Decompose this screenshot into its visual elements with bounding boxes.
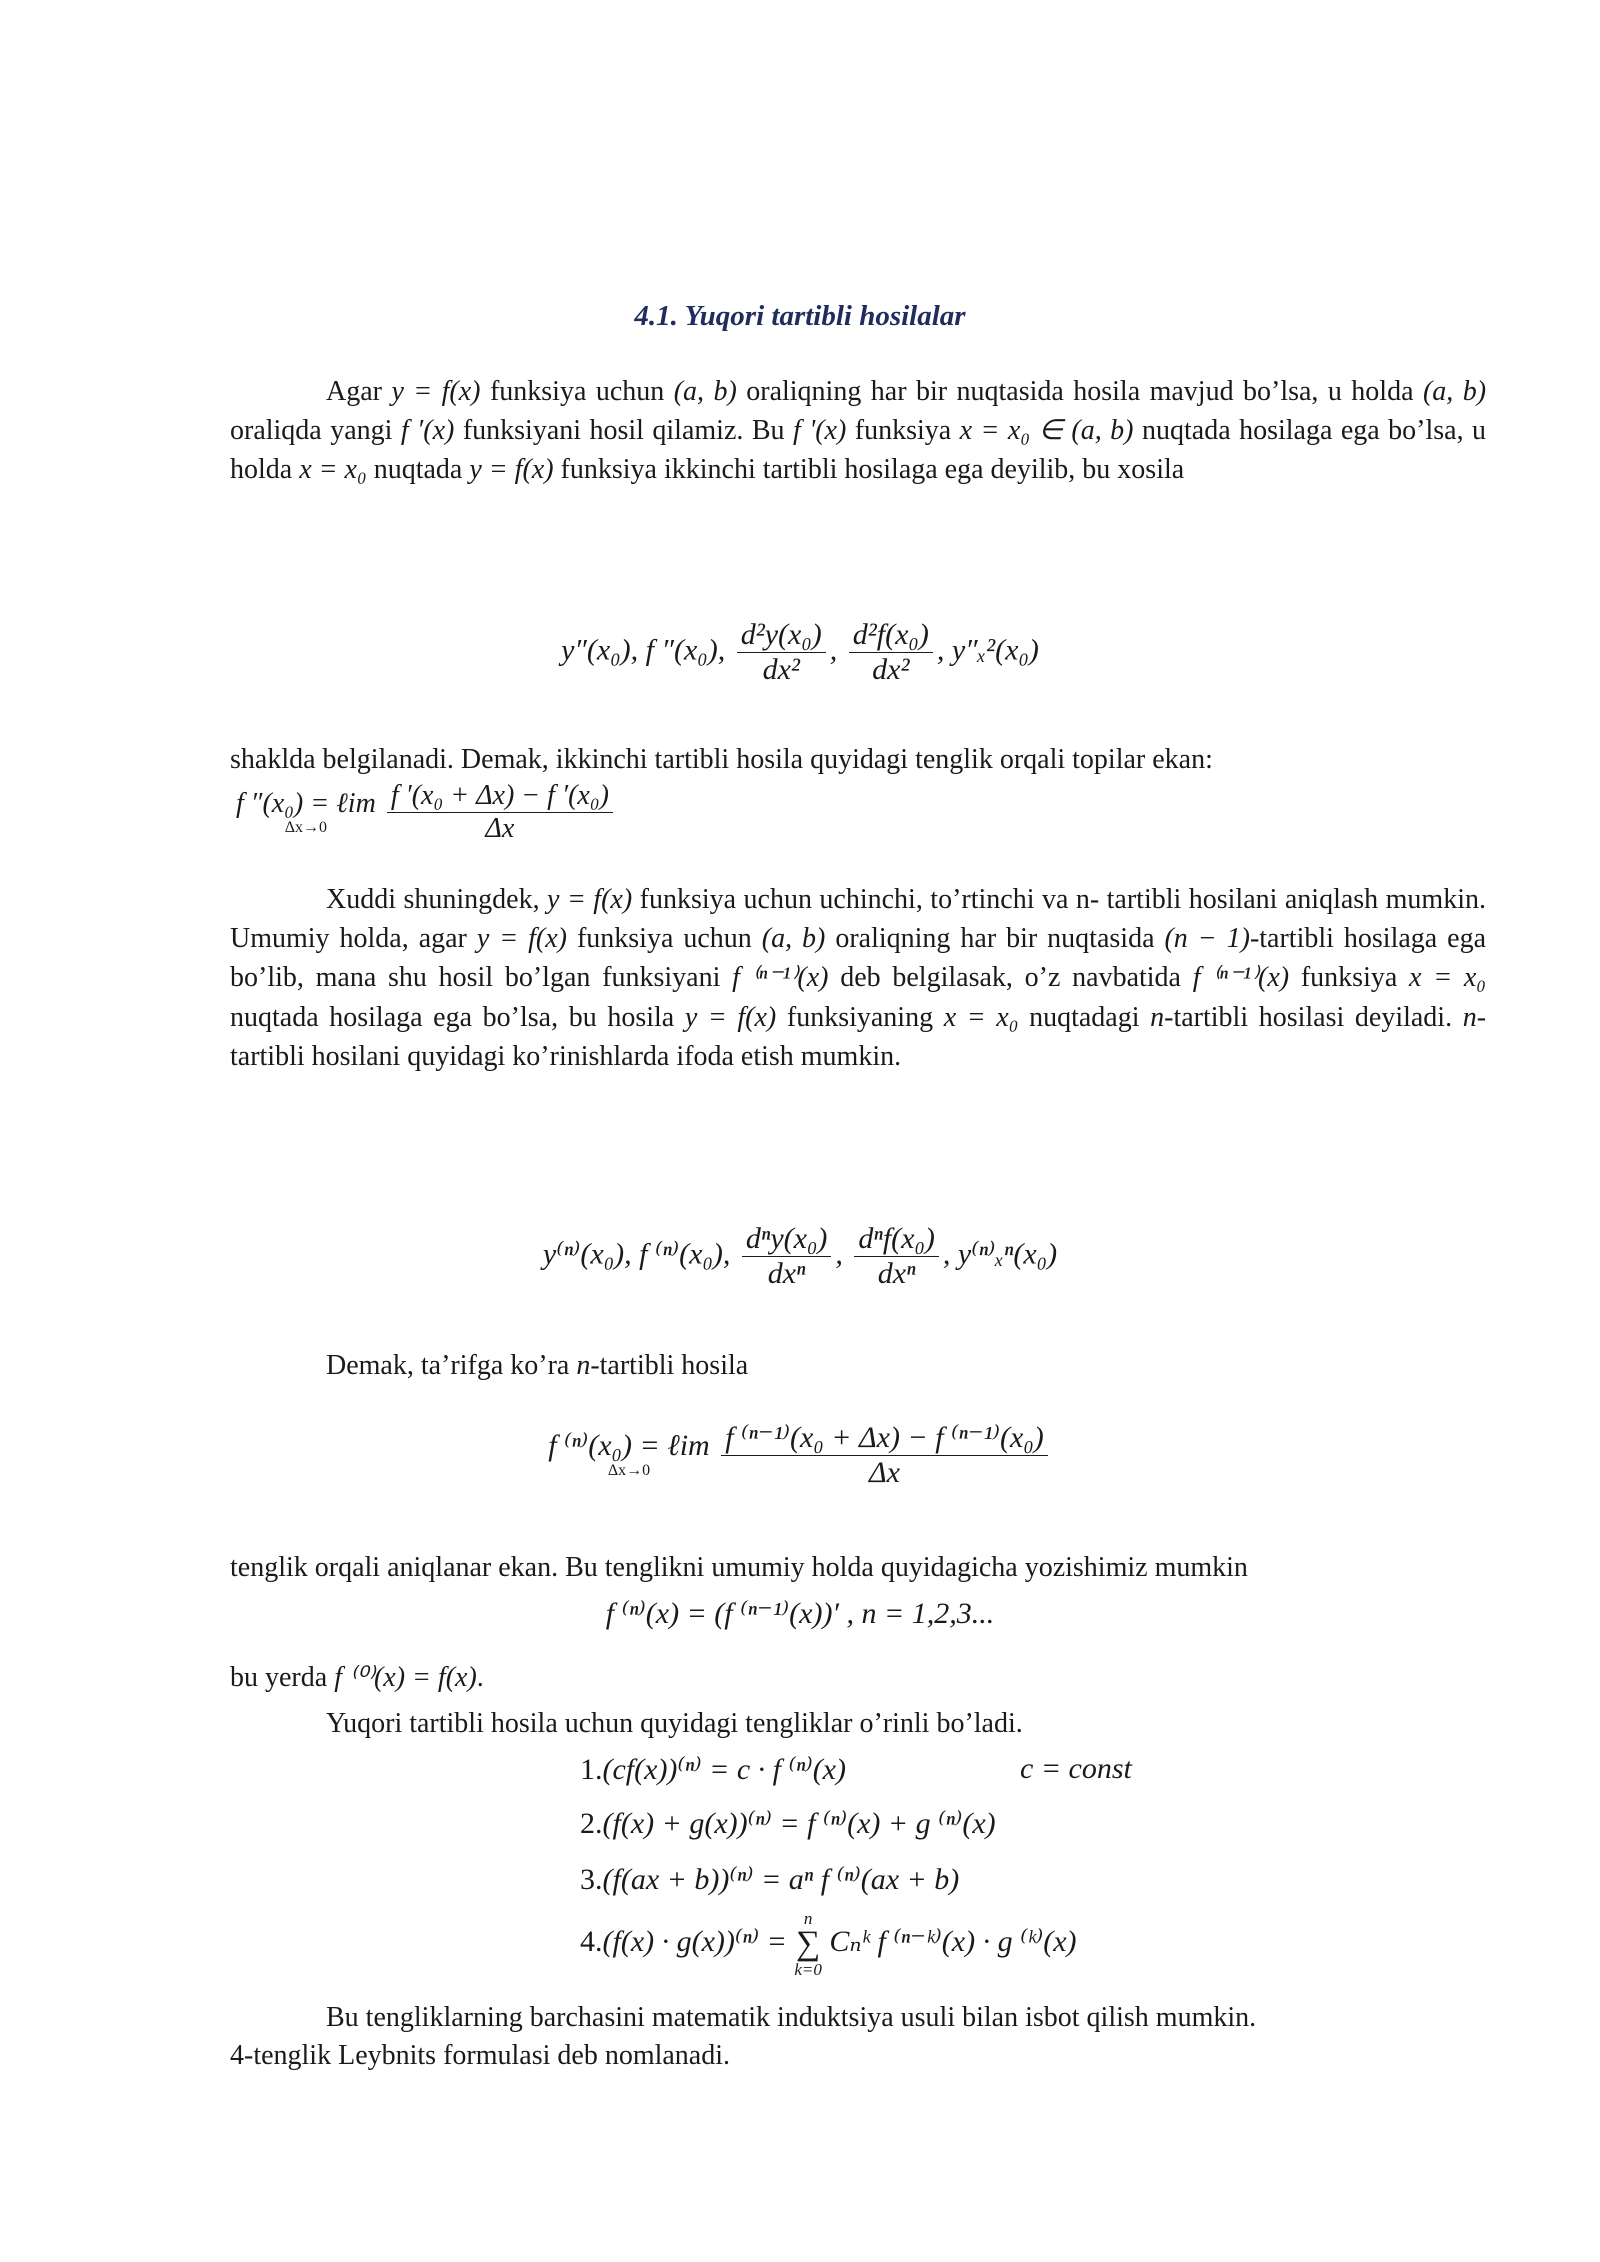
rule-constant-multiple bbox=[580, 1752, 1132, 1787]
rule-leibniz bbox=[580, 1910, 1077, 1978]
paragraph-recursive-form bbox=[230, 1548, 1486, 1587]
text: tenglik orqali aniqlanar ekan. Bu tenglikni umumiy holda quyidagicha yozishimiz mumkin bbox=[230, 1552, 1248, 1583]
rule-expr: (f(x) + g(x))⁽ⁿ⁾ = f ⁽ⁿ⁾(x) + g ⁽ⁿ⁾(x) bbox=[602, 1807, 996, 1840]
math-inline: y = f(x) bbox=[391, 376, 481, 407]
text: oraliqning har bir nuqtasida hosila mavjud bo’lsa, u holda bbox=[746, 376, 1414, 407]
sum-lower: k=0 bbox=[794, 1960, 822, 1979]
text: funksiya bbox=[854, 415, 952, 447]
numerator: d²f(x₀) bbox=[849, 618, 933, 653]
math-inline: (a, b) bbox=[1422, 376, 1487, 407]
paragraph-zero-order bbox=[230, 1660, 484, 1694]
math-expr: f ⁽ⁿ⁾(x) = (f ⁽ⁿ⁻¹⁾(x))′ , n = 1,2,3... bbox=[605, 1597, 995, 1630]
paragraph-rules-intro bbox=[326, 1708, 1023, 1740]
math-inline: f ′(x) bbox=[400, 415, 455, 447]
formula-second-derivative-notations: y″(x₀), f ″(x₀), $\frac{\text{d²y(x₀)}}{\text{dx²}}$ , $\frac{\text{d²f(x₀)}}{\text{dx²}}$ , y″ₓ²(x₀) bbox=[561, 618, 1039, 686]
denominator: dx² bbox=[762, 653, 800, 686]
math-inline: y = f(x) bbox=[476, 923, 567, 955]
rule-linear-argument bbox=[580, 1862, 959, 1897]
paragraph-second-derivative-limit bbox=[230, 740, 1486, 779]
math-inline: f '(x) bbox=[792, 415, 847, 447]
limit bbox=[548, 1431, 709, 1479]
sigma-icon: ∑ bbox=[795, 1925, 821, 1962]
limit bbox=[236, 787, 376, 836]
formula-recursive-definition bbox=[0, 1596, 1600, 1631]
math-inline: f ⁽ⁿ⁻¹⁾(x) bbox=[1192, 962, 1290, 994]
text: funksiya ikkinchi tartibli hosilaga ega deyilib, bu xosila bbox=[560, 454, 1185, 486]
formula-nth-derivative-notations: y⁽ⁿ⁾(x₀), f ⁽ⁿ⁾(x₀), $\frac{\text{dⁿy(x₀)}}{\text{dxⁿ}}$ , $\frac{\text{dⁿf(x₀)}}{\text{dxⁿ}}$ , y⁽ⁿ⁾ₓⁿ(x₀) bbox=[542, 1222, 1058, 1290]
limit-subscript: Δx→0 bbox=[607, 1462, 651, 1479]
math-expr: y″(x₀), f ″(x₀), bbox=[561, 633, 726, 667]
math-inline: n bbox=[576, 1350, 591, 1381]
math-inline: (a, b) bbox=[761, 923, 826, 955]
text: shaklda belgilanadi. Demak, ikkinchi tartibli hosila quyidagi tenglik orqali topilar ekan: bbox=[230, 744, 1213, 775]
text: oraliqda yangi bbox=[230, 415, 393, 447]
denominator: dx² bbox=[872, 653, 910, 686]
section-title: 4.1. Yuqori tartibli hosilalar bbox=[634, 300, 966, 332]
text: deb belgilasak, o’z navbatida bbox=[840, 962, 1181, 994]
text: funksiya uchun bbox=[489, 376, 665, 407]
text: nuqtadagi bbox=[1029, 1001, 1140, 1033]
numerator: dⁿy(x₀) bbox=[742, 1222, 832, 1257]
text: -tartibli hosila bbox=[590, 1350, 749, 1381]
formula-second-derivative-limit bbox=[236, 780, 617, 845]
limit-subscript: Δx→0 bbox=[284, 818, 328, 836]
text: funksiya bbox=[1300, 962, 1398, 994]
text: . bbox=[476, 1662, 484, 1693]
rule-note: c = const bbox=[1020, 1752, 1132, 1785]
math-inline: x = x₀ bbox=[943, 1001, 1019, 1033]
text: nuqtada bbox=[373, 454, 463, 486]
math-inline: x = x₀ ∈ (a, b) bbox=[959, 415, 1134, 447]
fraction bbox=[742, 1222, 832, 1291]
text: -tartibli hosilaga ega bo’lib, mana shu hosil bo’lgan funksiyani bbox=[230, 923, 1487, 994]
math-inline: f ⁽ⁿ⁻¹⁾(x) bbox=[732, 962, 829, 994]
math-inline: n bbox=[1150, 1001, 1165, 1033]
text: Demak, ta’rifga ko’ra bbox=[326, 1350, 570, 1381]
denominator: Δx bbox=[485, 813, 515, 844]
text: 4-tenglik Leybnits formulasi deb nomlanadi. bbox=[230, 2040, 731, 2071]
fraction bbox=[721, 1420, 1048, 1490]
numerator: dⁿf(x₀) bbox=[854, 1222, 939, 1257]
text: Xuddi shuningdek, bbox=[326, 884, 540, 915]
math-inline: n bbox=[1462, 1001, 1477, 1033]
paragraph-proof-note bbox=[326, 2002, 1256, 2034]
math-inline: x = x₀ bbox=[299, 454, 367, 486]
numerator: f ⁽ⁿ⁻¹⁾(x₀ + Δx) − f ⁽ⁿ⁻¹⁾(x₀) bbox=[721, 1420, 1048, 1456]
text: Yuqori tartibli hosila uchun quyidagi tengliklar o’rinli bo’ladi. bbox=[326, 1708, 1023, 1739]
fraction bbox=[849, 618, 933, 687]
rule-rhs: Cₙᵏ f ⁽ⁿ⁻ᵏ⁾(x) · g ⁽ᵏ⁾(x) bbox=[829, 1924, 1077, 1958]
text: nuqtada hosilaga ega bo’lsa, bu hosila bbox=[230, 1001, 675, 1033]
math-inline: x = x₀ bbox=[1409, 962, 1487, 994]
text: Agar bbox=[326, 376, 382, 407]
text: funksiya uchun uchinchi, to’rtinchi va n- tartibli hosilani aniqlash mumkin. Umumiy holda, agar bbox=[230, 884, 1486, 955]
denominator: Δx bbox=[869, 1456, 900, 1489]
fraction bbox=[737, 618, 826, 687]
rule-expr: (cf(x))⁽ⁿ⁾ = c · f ⁽ⁿ⁾(x) bbox=[602, 1753, 846, 1786]
text: nuqtada hosilaga ega bo’lsa, u holda bbox=[230, 415, 1487, 486]
summation bbox=[794, 1910, 822, 1978]
text: -tartibli hosilani quyidagi ko’rinishlarda ifoda etish mumkin. bbox=[230, 1001, 1487, 1072]
math-inline: f ⁽⁰⁾(x) = f(x) bbox=[334, 1662, 477, 1693]
numerator: d²y(x₀) bbox=[737, 618, 826, 653]
text: bu yerda bbox=[230, 1662, 328, 1693]
paragraph-leibniz-name bbox=[230, 2040, 730, 2072]
rule-sum bbox=[580, 1806, 996, 1841]
formula-nth-derivative-limit bbox=[0, 1420, 1600, 1490]
sum-upper: n bbox=[803, 1909, 813, 1928]
math-inline: y = f(x) bbox=[469, 454, 554, 486]
paragraph-nth-derivative-intro bbox=[230, 1346, 1486, 1385]
rule-expr: (f(ax + b))⁽ⁿ⁾ = aⁿ f ⁽ⁿ⁾(ax + b) bbox=[602, 1863, 960, 1896]
fraction bbox=[387, 780, 613, 845]
denominator: dxⁿ bbox=[877, 1257, 916, 1290]
math-inline: (a, b) bbox=[673, 376, 737, 407]
math-inline: y = f(x) bbox=[684, 1001, 777, 1033]
rule-number: 4. bbox=[580, 1924, 603, 1958]
text: oraliqning har bir nuqtasida bbox=[835, 923, 1155, 955]
denominator: dxⁿ bbox=[767, 1257, 806, 1290]
math-expr: y⁽ⁿ⁾ₓⁿ(x₀) bbox=[957, 1237, 1058, 1271]
math-expr: y⁽ⁿ⁾(x₀), f ⁽ⁿ⁾(x₀), bbox=[542, 1237, 731, 1271]
rule-lhs: (f(x) · g(x))⁽ⁿ⁾ = bbox=[602, 1924, 787, 1958]
rule-number: 1. bbox=[580, 1753, 603, 1786]
text: funksiya uchun bbox=[576, 923, 752, 955]
text: funksiyaning bbox=[786, 1001, 934, 1033]
math-inline: y = f(x) bbox=[547, 884, 633, 915]
fraction bbox=[854, 1222, 939, 1291]
limit-expr: f ⁽ⁿ⁾(x₀) = ℓim bbox=[548, 1429, 710, 1462]
math-inline: (n − 1) bbox=[1164, 923, 1250, 955]
paragraph-second-derivative-definition bbox=[230, 372, 1486, 490]
numerator: f ′(x₀ + Δx) − f ′(x₀) bbox=[387, 780, 613, 813]
text: -tartibli hosilasi deyiladi. bbox=[1164, 1001, 1453, 1033]
rule-number: 2. bbox=[580, 1807, 603, 1840]
limit-expr: f ″(x₀) = ℓim bbox=[236, 787, 376, 819]
text: Bu tengliklarning barchasini matematik induktsiya usuli bilan isbot qilish mumkin. bbox=[326, 2002, 1257, 2033]
text: funksiyani hosil qilamiz. Bu bbox=[462, 415, 785, 447]
rule-number: 3. bbox=[580, 1863, 603, 1896]
paragraph-nth-derivative-definition bbox=[230, 880, 1486, 1076]
math-expr: y″ₓ²(x₀) bbox=[951, 633, 1039, 667]
